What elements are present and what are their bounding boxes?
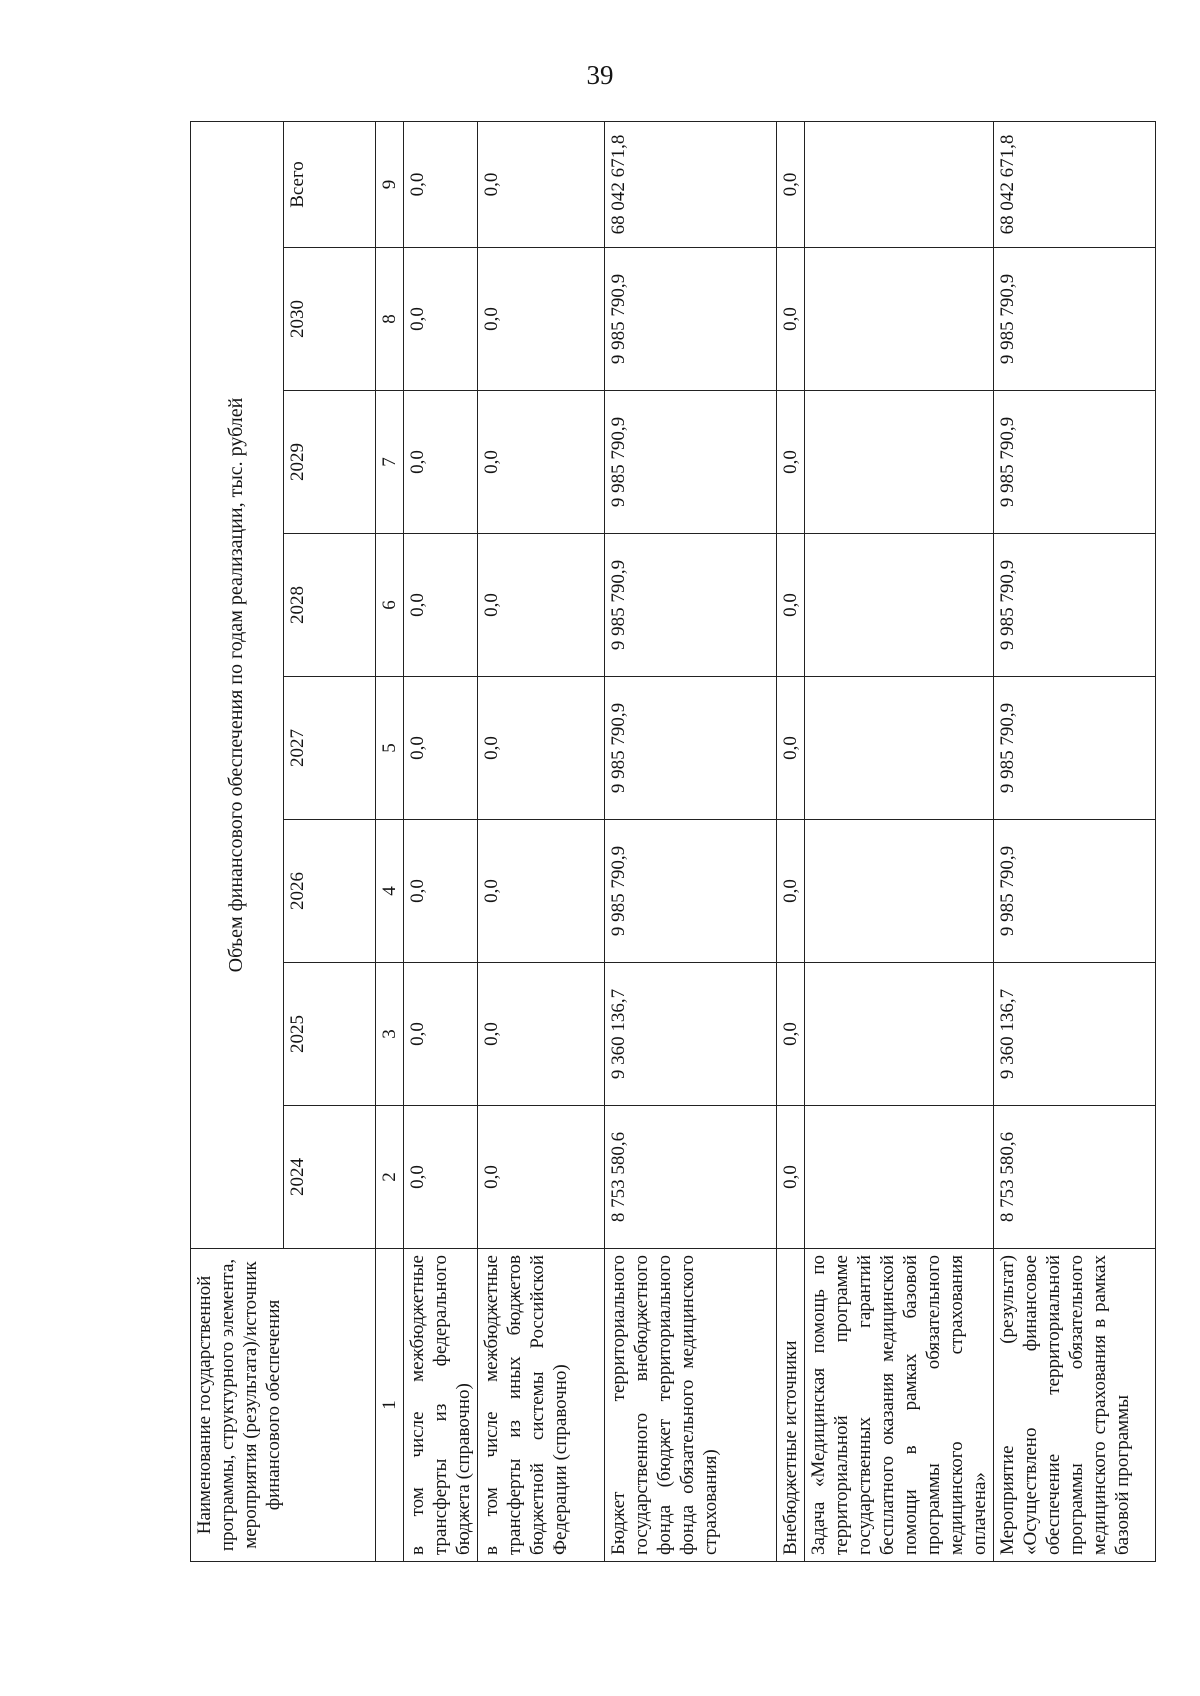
header-year: 2026: [283, 820, 376, 963]
header-name-column: Наименование государственной программы, структурного элемента, мероприятия (результата)/источник финансового обеспечения: [191, 1249, 376, 1562]
header-year: 2024: [283, 1106, 376, 1249]
row-name: в том числе межбюджетные трансферты из федерального бюджета (справочно): [404, 1249, 478, 1562]
row-value: 9 985 790,9: [605, 534, 777, 677]
column-number: 4: [376, 820, 404, 963]
row-name: Мероприятие (результат) «Осуществлено финансовое обеспечение территориальной программы обязательного медицинского страхования в рамках базовой программы: [994, 1249, 1156, 1562]
row-value: 9 985 790,9: [994, 534, 1156, 677]
row-value: 9 985 790,9: [994, 677, 1156, 820]
row-value: [805, 391, 994, 534]
header-row: [191, 121, 284, 1561]
table-row: [605, 121, 777, 1561]
row-value: 9 985 790,9: [994, 820, 1156, 963]
header-volume-caption: Объем финансового обеспечения по годам реализации, тыс. рублей: [191, 121, 284, 1248]
page-number: 39: [586, 60, 614, 90]
header-year: 2027: [283, 677, 376, 820]
column-number: 7: [376, 391, 404, 534]
row-value: [805, 677, 994, 820]
row-value: 0,0: [404, 1106, 478, 1249]
row-value: 0,0: [777, 677, 805, 820]
row-value: 9 985 790,9: [994, 391, 1156, 534]
row-value: 0,0: [777, 534, 805, 677]
row-value: [805, 1106, 994, 1249]
header-total: Всего: [283, 121, 376, 247]
header-year: 2028: [283, 534, 376, 677]
row-value: 0,0: [478, 248, 605, 391]
row-value: 9 985 790,9: [605, 677, 777, 820]
financing-table: [190, 121, 1156, 1562]
table-row: [777, 121, 805, 1561]
row-value: 9 985 790,9: [605, 391, 777, 534]
row-value: 9 360 136,7: [605, 963, 777, 1106]
row-value: 0,0: [478, 820, 605, 963]
column-number: 8: [376, 248, 404, 391]
row-name: Внебюджетные источники: [777, 1249, 805, 1562]
row-total: 0,0: [478, 121, 605, 247]
row-value: 0,0: [404, 677, 478, 820]
header-year: 2025: [283, 963, 376, 1106]
table-row: [478, 121, 605, 1561]
row-value: [805, 534, 994, 677]
column-number: 3: [376, 963, 404, 1106]
row-name: в том числе межбюджетные трансферты из иных бюджетов бюджетной системы Российской Федерации (справочно): [478, 1249, 605, 1562]
row-total: 0,0: [777, 121, 805, 247]
header-year: 2029: [283, 391, 376, 534]
column-number: 2: [376, 1106, 404, 1249]
row-value: 0,0: [777, 391, 805, 534]
row-value: 0,0: [777, 820, 805, 963]
row-value: [805, 820, 994, 963]
row-value: 0,0: [478, 534, 605, 677]
column-number: 9: [376, 121, 404, 247]
row-total: 68 042 671,8: [605, 121, 777, 247]
table-row: [404, 121, 478, 1561]
row-total: 0,0: [404, 121, 478, 247]
row-value: 0,0: [478, 677, 605, 820]
rotated-page-content: [190, 122, 1133, 1562]
row-total: [805, 121, 994, 247]
row-name: Задача «Медицинская помощь по территориальной программе государственных гарантий бесплатного оказания медицинской помощи в рамках базовой программы обязательного медицинского страхования оплачена»: [805, 1249, 994, 1562]
row-value: 0,0: [404, 963, 478, 1106]
row-value: 9 985 790,9: [605, 820, 777, 963]
row-value: 9 360 136,7: [994, 963, 1156, 1106]
row-value: 0,0: [478, 1106, 605, 1249]
row-value: 0,0: [404, 820, 478, 963]
column-number: 6: [376, 534, 404, 677]
row-value: 0,0: [478, 391, 605, 534]
row-value: 0,0: [777, 248, 805, 391]
row-value: 0,0: [777, 963, 805, 1106]
row-value: 0,0: [404, 391, 478, 534]
table-row: [994, 121, 1156, 1561]
row-name: Бюджет территориального государственного внебюджетного фонда (бюджет территориального фонда обязательного медицинского страхования): [605, 1249, 777, 1562]
row-value: 8 753 580,6: [994, 1106, 1156, 1249]
column-number: 5: [376, 677, 404, 820]
row-value: [805, 963, 994, 1106]
column-number: 1: [376, 1249, 404, 1562]
row-value: 9 985 790,9: [994, 248, 1156, 391]
column-numbers-row: [376, 121, 404, 1561]
row-value: 0,0: [404, 534, 478, 677]
header-year: 2030: [283, 248, 376, 391]
row-total: 68 042 671,8: [994, 121, 1156, 247]
row-value: 0,0: [478, 963, 605, 1106]
row-value: 0,0: [777, 1106, 805, 1249]
table-row: [805, 121, 994, 1561]
row-value: 8 753 580,6: [605, 1106, 777, 1249]
row-value: 9 985 790,9: [605, 248, 777, 391]
row-value: 0,0: [404, 248, 478, 391]
row-value: [805, 248, 994, 391]
